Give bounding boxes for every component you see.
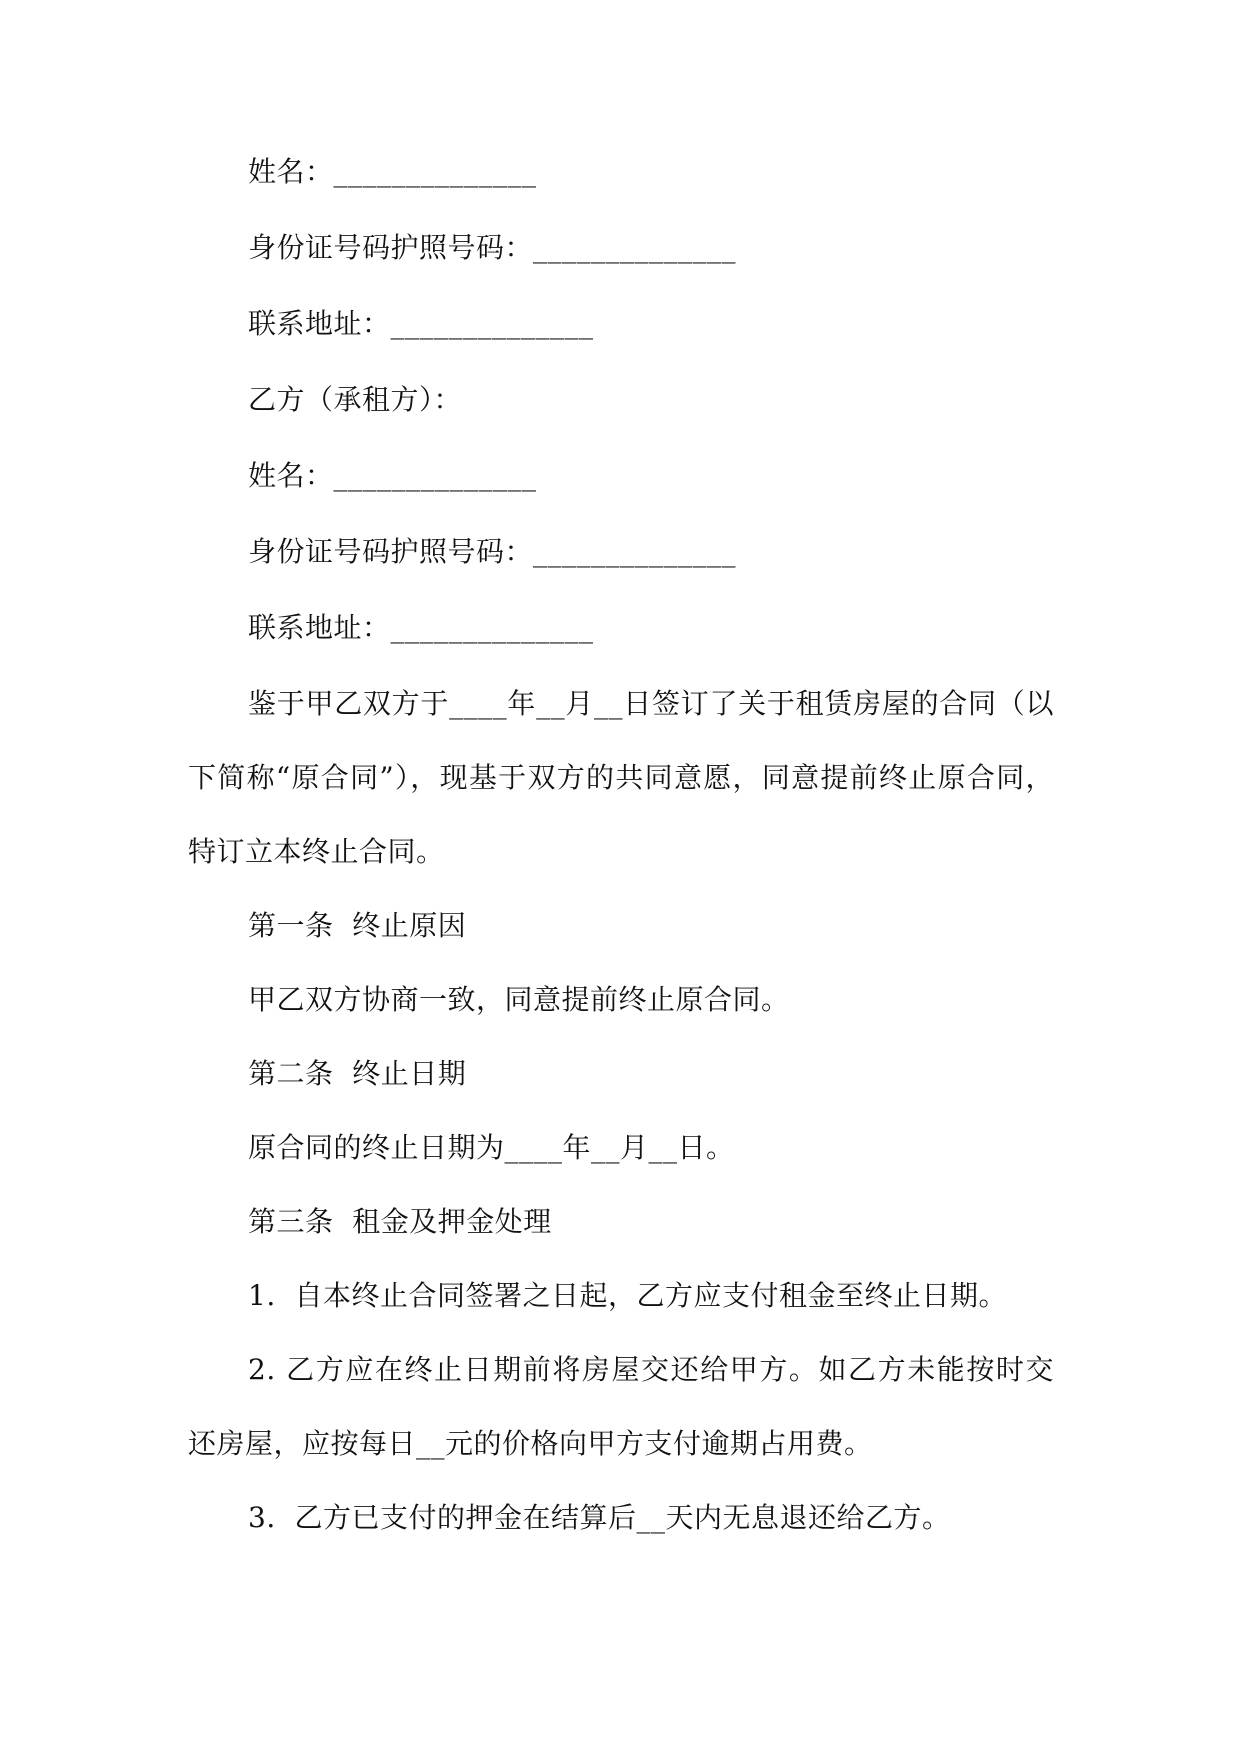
party-b-address-field: 联系地址：______________ — [248, 611, 594, 644]
party-b-heading: 乙方（承租方）： — [248, 383, 463, 416]
article-2-body: 原合同的终止日期为____年__月__日。 — [248, 1131, 735, 1164]
party-a-name-field: 姓名：______________ — [248, 155, 537, 188]
preamble-line-1: 鉴于甲乙双方于____年__月__日签订了关于租赁房屋的合同（以 — [248, 687, 1054, 720]
party-b-name-field: 姓名：______________ — [248, 459, 537, 492]
article-3-item-3: 3. 乙方已支付的押金在结算后__天内无息退还给乙方。 — [248, 1501, 951, 1534]
preamble-line-3: 特订立本终止合同。 — [188, 835, 445, 868]
preamble-line-2: 下简称“原合同”），现基于双方的共同意愿，同意提前终止原合同， — [188, 761, 1054, 794]
article-1-body: 甲乙双方协商一致，同意提前终止原合同。 — [248, 983, 790, 1016]
article-2-title: 第二条 终止日期 — [248, 1057, 467, 1090]
article-3-item-2-line-1: 2. 乙方应在终止日期前将房屋交还给甲方。如乙方未能按时交 — [248, 1353, 1054, 1386]
article-1-title: 第一条 终止原因 — [248, 909, 467, 942]
party-a-address-field: 联系地址：______________ — [248, 307, 594, 340]
article-3-item-1: 1. 自本终止合同签署之日起，乙方应支付租金至终止日期。 — [248, 1279, 1008, 1312]
party-a-id-field: 身份证号码护照号码：______________ — [248, 231, 737, 264]
party-b-id-field: 身份证号码护照号码：______________ — [248, 535, 737, 568]
article-3-item-2-line-2: 还房屋，应按每日__元的价格向甲方支付逾期占用费。 — [188, 1427, 873, 1460]
article-3-title: 第三条 租金及押金处理 — [248, 1205, 552, 1238]
